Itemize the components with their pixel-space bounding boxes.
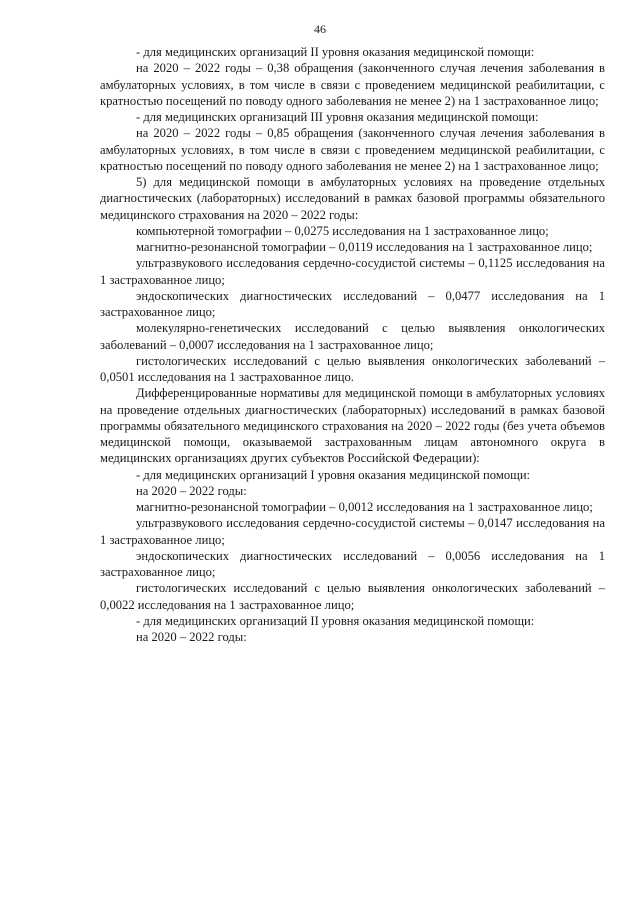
- paragraph: на 2020 – 2022 годы:: [136, 483, 247, 498]
- paragraph: на 2020 – 2022 годы – 0,38 обращения (законченного случая лечения заболевания в амбулаторных условиях, в том числе в связи с проведением медицинской реабилитации, с кратностью посещений по поводу одного заболевания не менее 2) на 1 застрахованное лицо;: [100, 61, 605, 108]
- paragraph: магнитно-резонансной томографии – 0,0119 исследования на 1 застрахованное лицо;: [136, 240, 593, 254]
- paragraph: 5) для медицинской помощи в амбулаторных условиях на проведение отдельных диагностических (лабораторных) исследований в рамках базовой программы обязательного медицинского страхования на 2020 – 2022 годы:: [100, 175, 605, 222]
- document-body: [100, 44, 605, 645]
- paragraph: магнитно-резонансной томографии – 0,0012 исследования на 1 застрахованное лицо;: [136, 500, 593, 514]
- paragraph: эндоскопических диагностических исследований – 0,0056 исследования на 1 застрахованное лицо;: [100, 548, 605, 579]
- paragraph: Дифференцированные нормативы для медицинской помощи в амбулаторных условиях на проведение отдельных диагностических (лабораторных) исследований в рамках базовой программы обязательного медицинского страхования на 2020 – 2022 годы (без учета объемов медицинской помощи, оказываемой застрахованным лицам автономного округа в медицинских организациях других субъектов Российской Федерации):: [100, 386, 605, 466]
- paragraph: на 2020 – 2022 годы:: [136, 630, 247, 644]
- paragraph: - для медицинских организаций III уровня оказания медицинской помощи:: [136, 110, 539, 124]
- paragraph: эндоскопических диагностических исследований – 0,0477 исследования на 1 застрахованное лицо;: [100, 288, 605, 319]
- paragraph: на 2020 – 2022 годы – 0,85 обращения (законченного случая лечения заболевания в амбулаторных условиях, в том числе в связи с проведением медицинской реабилитации, с кратностью посещений по поводу одного заболевания не менее 2) на 1 застрахованное лицо;: [100, 126, 605, 173]
- paragraph: - для медицинских организаций II уровня оказания медицинской помощи:: [136, 613, 535, 628]
- paragraph: - для медицинских организаций II уровня оказания медицинской помощи:: [136, 45, 535, 59]
- paragraph: гистологических исследований с целью выявления онкологических заболеваний – 0,0501 исследования на 1 застрахованное лицо.: [100, 353, 605, 384]
- paragraph: ультразвукового исследования сердечно-сосудистой системы – 0,1125 исследования на 1 застрахованное лицо;: [100, 256, 605, 287]
- paragraph: компьютерной томографии – 0,0275 исследования на 1 застрахованное лицо;: [136, 223, 549, 238]
- paragraph: молекулярно-генетических исследований с целью выявления онкологических заболеваний – 0,0007 исследования на 1 застрахованное лицо;: [100, 321, 605, 352]
- paragraph: - для медицинских организаций I уровня оказания медицинской помощи:: [136, 467, 531, 482]
- paragraph: гистологических исследований с целью выявления онкологических заболеваний – 0,0022 исследования на 1 застрахованное лицо;: [100, 581, 605, 612]
- paragraph: ультразвукового исследования сердечно-сосудистой системы – 0,0147 исследования на 1 застрахованное лицо;: [100, 516, 605, 547]
- page-number: 46: [314, 22, 326, 36]
